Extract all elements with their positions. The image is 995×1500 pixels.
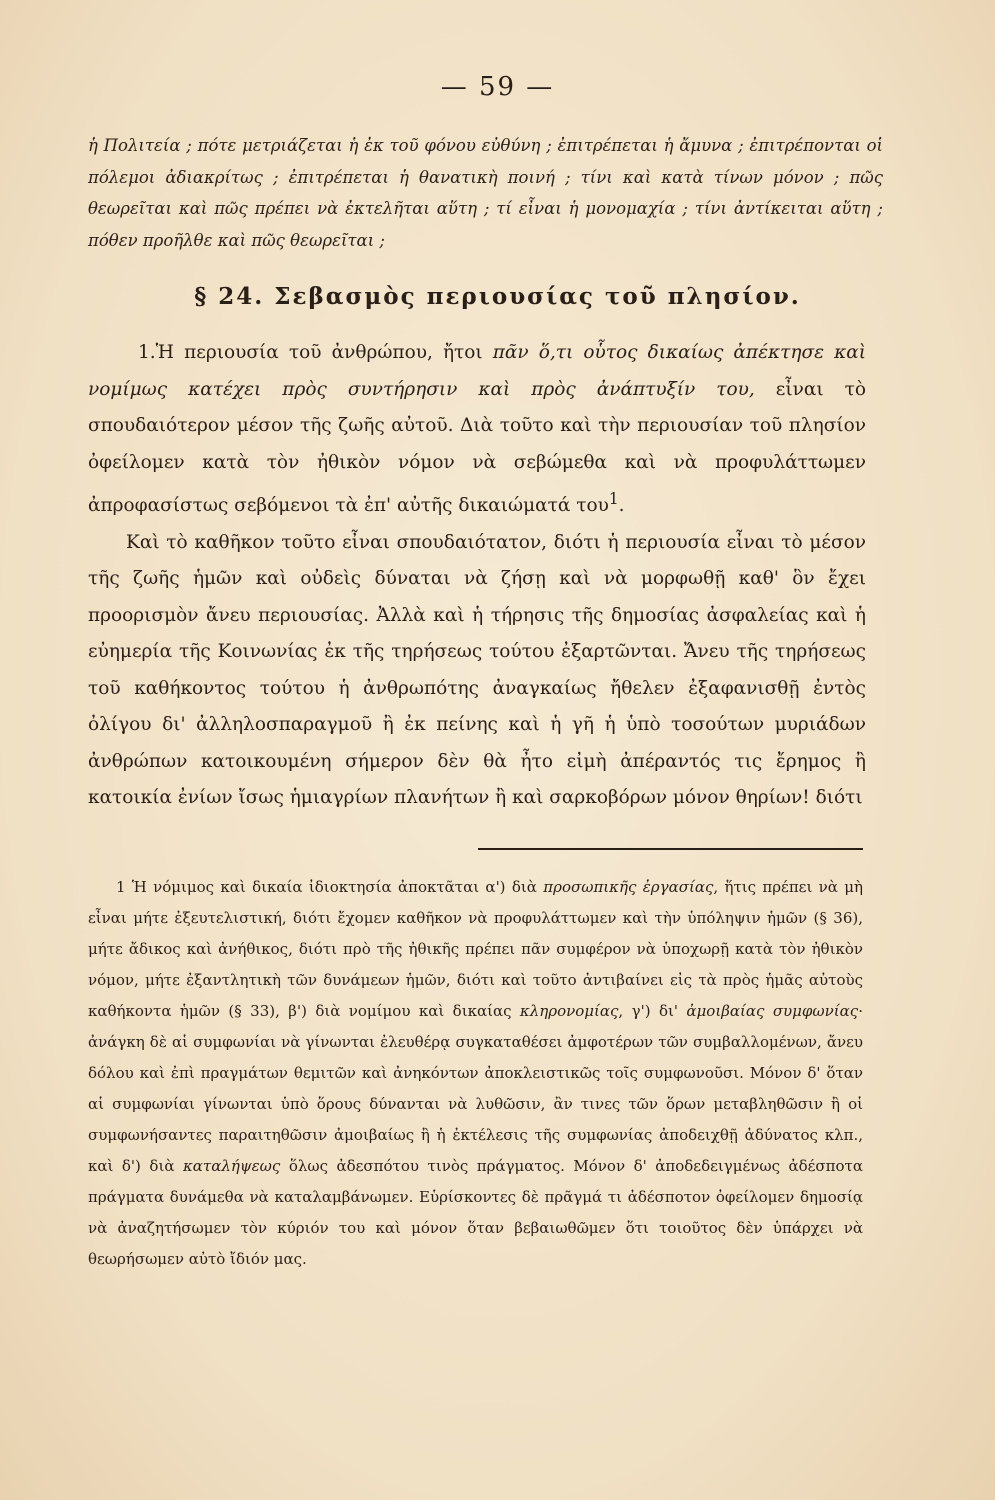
paragraph-1-definition: πᾶν ὅ,τι οὗτος δικαίως ἀπέκτησε καὶ νομίμως κατέχει πρὸς συντήρησιν καὶ πρὸς ἀνάπτυξίν του, bbox=[88, 342, 866, 400]
footnote-part: ὅλως ἀδεσπότου τινὸς πράγματος. Μόνον δ' ἀποδεδειγμένως ἀδέσποτα πράγματα δυνάμεθα νὰ καταλαμβάνωμεν. Εὑρίσκοντες δὲ πρᾶγμά τι ἀδέσποτον ὀφείλομεν δημοσίᾳ νὰ ἀναζητήσωμεν τὸν κύριόν του καὶ μόνον ὅταν βεβαιωθῶμεν ὅτι τοιοῦτος δὲν ὑπάρχει νὰ θεωρήσωμεν αὐτὸ ἴδιόν μας. bbox=[88, 1157, 863, 1268]
footnote-part: , γ') δι' bbox=[618, 1002, 687, 1020]
footnote-text bbox=[88, 872, 863, 1275]
footnote-part: · ἀνάγκη δὲ αἱ συμφωνίαι νὰ γίνωνται ἐλευθέρᾳ συγκαταθέσει ἀμφοτέρων τῶν συμβαλλομένων, ἄνευ δόλου καὶ ἐπὶ πραγμάτων θεμιτῶν καὶ ἀνηκόντων ἀποκλειστικῶς τοῖς συμφωνοῦσι. Μόνον δ' ὅταν αἱ συμφωνίαι γίνωνται ὑπὸ ὅρους δύνανται νὰ λυθῶσιν, ἂν τινες τῶν ὅρων μεταβληθῶσιν ἢ οἱ συμφωνήσαντες παραιτηθῶσιν ἀμοιβαίως ἢ ἡ ἐκτέλεσις τῆς συμφωνίας ἀποδειχθῇ ἀδύνατος κλπ., καὶ δ') διὰ bbox=[88, 1002, 863, 1175]
footnote-reference: 1 bbox=[608, 490, 619, 508]
paragraph-1-text: Ἡ περιουσία τοῦ ἀνθρώπου, ἤτοι bbox=[155, 342, 493, 363]
footnote-marker: 1 bbox=[116, 878, 126, 896]
footnote-part: Ἡ νόμιμος καὶ δικαία ἰδιοκτησία ἀποκτᾶται α') διὰ bbox=[131, 878, 544, 896]
footnote-part: , ἥτις πρέπει νὰ μὴ εἶναι μήτε ἐξευτελιστική, διότι ἔχομεν καθῆκον νὰ προφυλάττωμεν καὶ τὴν ὑπόληψιν ἡμῶν (§ 36), μήτε ἄδικος καὶ ἀνήθικος, διότι πρὸ τῆς ἠθικῆς πρέπει πᾶν συμφέρον νὰ ὑποχωρῇ κατὰ τὸν ἠθικὸν νόμον, μήτε ἐξαντλητικὴ τῶν δυνάμεων ἡμῶν, διότι καὶ τοῦτο ἀντιβαίνει εἰς τὰ πρὸς ἡμᾶς αὐτοὺς καθήκοντα ἡμῶν (§ 33), β') διὰ νομίμου καὶ δικαίας bbox=[88, 878, 863, 1020]
paragraph-1 bbox=[88, 335, 866, 525]
paragraph-1-end: . bbox=[618, 495, 625, 517]
footnote-emphasis: ἀμοιβαίας συμφωνίας bbox=[686, 1002, 859, 1020]
footnote-emphasis: προσωπικῆς ἐργασίας bbox=[543, 878, 714, 896]
footnote-emphasis: κληρονομίας bbox=[519, 1002, 619, 1020]
paragraph-1-text-cont: εἶναι τὸ σπουδαιότερον μέσον τῆς ζωῆς αὐτοῦ. Διὰ τοῦτο καὶ τὴν περιουσίαν τοῦ πλησίον ὀφείλομεν κατὰ τὸν ἠθικὸν νόμον νὰ σεβώμεθα καὶ νὰ προφυλάττωμεν ἀπροφασίστως σεβόμενοι τὰ ἐπ' αὐτῆς δικαιώματά του bbox=[88, 378, 867, 517]
page-number: — 59 — bbox=[440, 72, 555, 102]
footnote-divider bbox=[478, 848, 863, 850]
footnote-emphasis: καταλήψεως bbox=[182, 1157, 281, 1175]
review-questions: ἡ Πολιτεία ; πότε μετριάζεται ἡ ἐκ τοῦ φόνου εὐθύνη ; ἐπιτρέπεται ἡ ἄμυνα ; ἐπιτρέπονται οἱ πόλεμοι ἀδιακρίτως ; ἐπιτρέπεται ἡ θανατικὴ ποινή ; τίνι καὶ κατὰ τίνων μόνον ; πῶς θεωρεῖται καὶ πῶς πρέπει νὰ ἐκτελῆται αὕτη ; τί εἶναι ἡ μονομαχία ; τίνι ἀντίκειται αὕτη ; πόθεν προῆλθε καὶ πῶς θεωρεῖται ; bbox=[88, 136, 883, 250]
paragraph-number: 1. bbox=[138, 342, 156, 363]
section-heading: § 24. Σεβασμὸς περιουσίας τοῦ πλησίον. bbox=[194, 283, 801, 310]
main-text bbox=[88, 335, 866, 817]
footnote bbox=[88, 872, 863, 1275]
paragraph-2: Καὶ τὸ καθῆκον τοῦτο εἶναι σπουδαιότατον, διότι ἡ περιουσία εἶναι τὸ μέσον τῆς ζωῆς ἡμῶν καὶ οὐδεὶς δύναται νὰ ζήσῃ καὶ νὰ μορφωθῇ καθ' ὃν ἔχει προορισμὸν ἄνευ περιουσίας. Ἀλλὰ καὶ ἡ τήρησις τῆς δημοσίας ἀσφαλείας καὶ ἡ εὐημερία τῆς Κοινωνίας ἐκ τῆς τηρήσεως τούτου ἐξαρτῶνται. Ἄνευ τῆς τηρήσεως τοῦ καθήκοντος τούτου ἡ ἀνθρωπότης ἀναγκαίως ἤθελεν ἐξαφανισθῇ ἐντὸς ὀλίγου δι' ἀλληλοσπαραγμοῦ ἢ ἐκ πείνης καὶ ἡ γῆ ἡ ὑπὸ τοσούτων μυριάδων ἀνθρώπων κατοικουμένη σήμερον δὲν θὰ ἦτο εἰμὴ ἀπέραντός τις ἔρημος ἢ κατοικία ἐνίων ἴσως ἡμιαγρίων πλανήτων ἢ καὶ σαρκοβόρων μόνον θηρίων! διότι bbox=[88, 531, 866, 809]
